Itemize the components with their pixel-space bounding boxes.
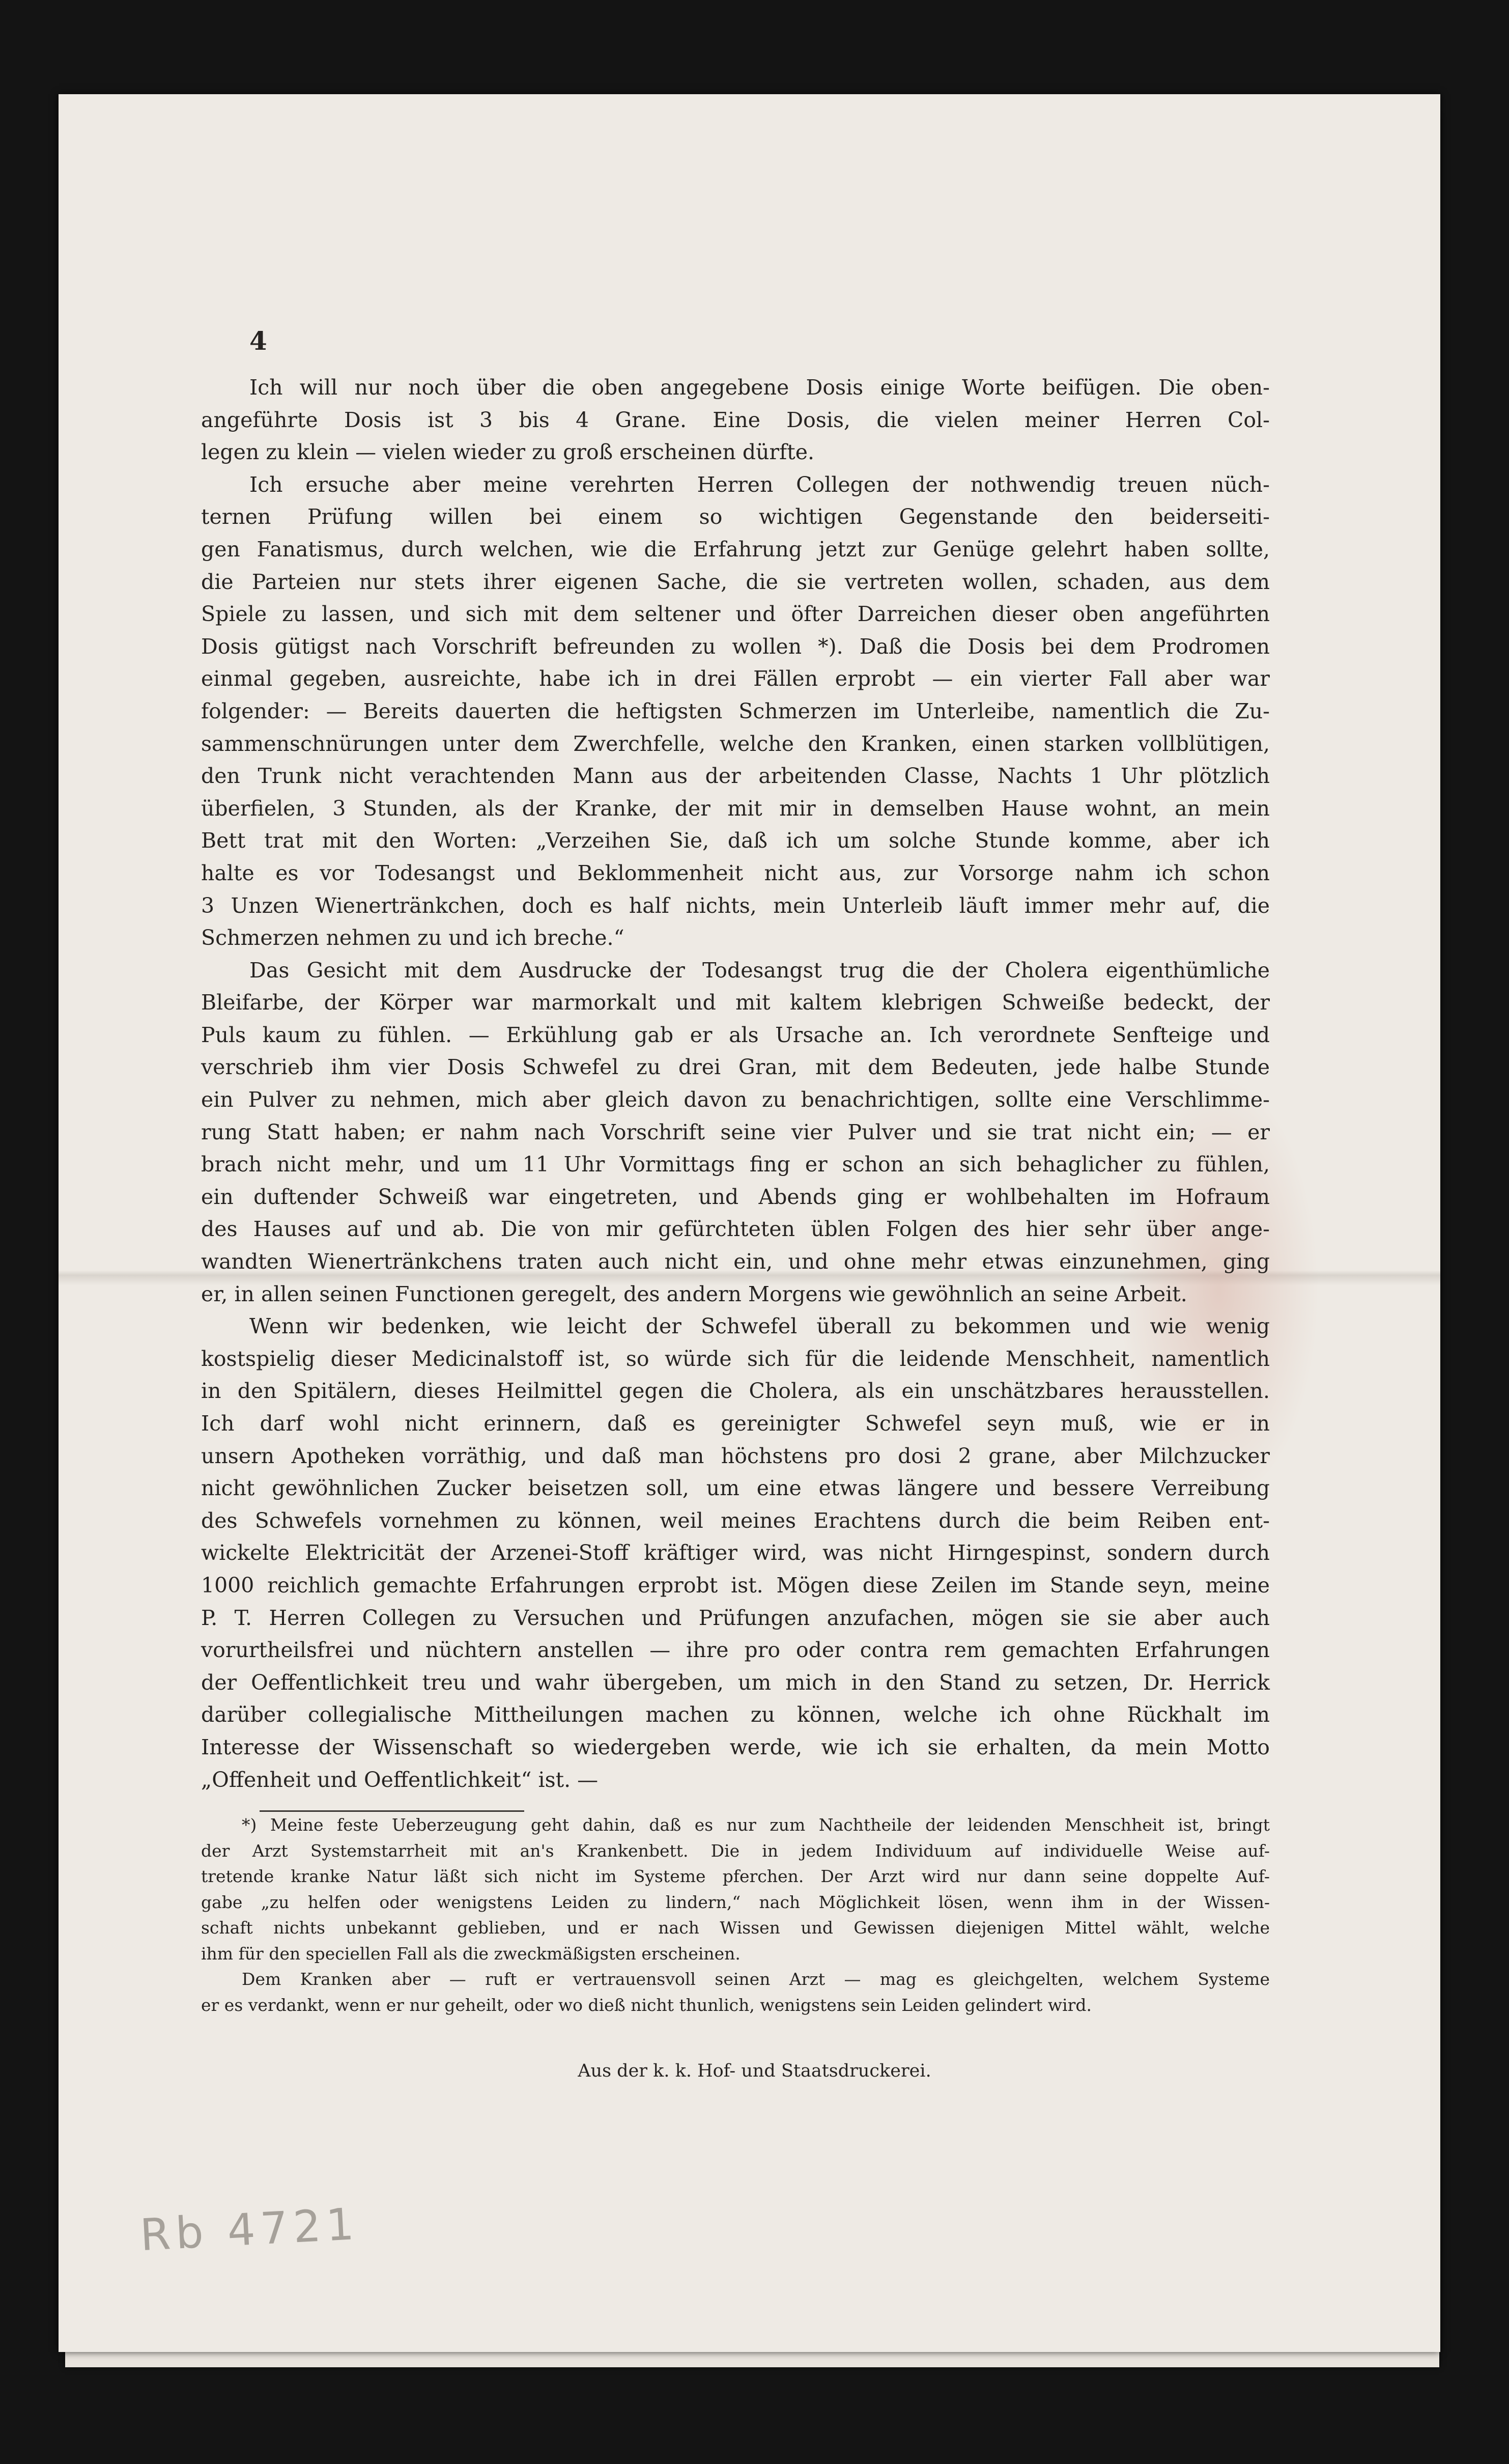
body-line: er, in allen seinen Functionen geregelt, des andern Morgens wie gewöhnlich an seine Arbeit.	[201, 1281, 1187, 1306]
footnote-line: der Arzt Systemstarrheit mit an's Krankenbett. Die in jedem Individuum auf individuelle Weise auf-	[201, 1840, 1270, 1861]
body-line: darüber collegialische Mittheilungen machen zu können, welche ich ohne Rückhalt im	[201, 1702, 1270, 1727]
body-line: verschrieb ihm vier Dosis Schwefel zu drei Gran, mit dem Bedeuten, jede halbe Stunde	[201, 1055, 1270, 1080]
body-line: vorurtheilsfrei und nüchtern anstellen — ihre pro oder contra rem gemachten Erfahrungen	[201, 1638, 1270, 1663]
body-line: angeführte Dosis ist 3 bis 4 Grane. Eine Dosis, die vielen meiner Herren Col-	[201, 407, 1270, 432]
pencil-shelfmark: Rb 4721	[138, 2198, 360, 2261]
body-line: ternen Prüfung willen bei einem so wichtigen Gegenstande den beiderseiti-	[201, 505, 1270, 529]
body-line: des Hauses auf und ab. Die von mir gefürchteten üblen Folgen des hier sehr über ange-	[201, 1217, 1270, 1242]
footnote-line: *) Meine feste Ueberzeugung geht dahin, daß es nur zum Nachtheile der leidenden Menschheit ist, bringt	[242, 1815, 1270, 1835]
footnote-rule	[260, 1810, 524, 1812]
body-line: Spiele zu lassen, und sich mit dem seltener und öfter Darreichen dieser oben angeführten	[201, 602, 1270, 627]
body-line: halte es vor Todesangst und Beklommenheit nicht aus, zur Vorsorge nahm ich schon	[201, 860, 1270, 885]
body-line: kostspielig dieser Medicinalstoff ist, so würde sich für die leidende Menschheit, namentlich	[201, 1346, 1270, 1371]
body-line: Puls kaum zu fühlen. — Erkühlung gab er als Ursache an. Ich verordnete Senfteige und	[201, 1022, 1270, 1047]
body-line: 3 Unzen Wienertränkchen, doch es half nichts, mein Unterleib läuft immer mehr auf, die	[201, 893, 1270, 918]
footnote	[201, 1812, 1270, 2018]
body-line: den Trunk nicht verachtenden Mann aus der arbeitenden Classe, Nachts 1 Uhr plötzlich	[201, 764, 1270, 789]
body-line: 1000 reichlich gemachte Erfahrungen erprobt ist. Mögen diese Zeilen im Stande seyn, meine	[201, 1573, 1270, 1598]
body-line: P. T. Herren Collegen zu Versuchen und Prüfungen anzufachen, mögen sie sie aber auch	[201, 1605, 1270, 1630]
body-line: Wenn wir bedenken, wie leicht der Schwefel überall zu bekommen und wie wenig	[249, 1314, 1270, 1339]
body-line: des Schwefels vornehmen zu können, weil meines Erachtens durch die beim Reiben ent-	[201, 1508, 1270, 1533]
body-line: ein duftender Schweiß war eingetreten, und Abends ging er wohlbehalten im Hofraum	[201, 1184, 1270, 1209]
body-line: Interesse der Wissenschaft so wiedergeben werde, wie ich sie erhalten, da mein Motto	[201, 1734, 1270, 1759]
body-line: nicht gewöhnlichen Zucker beisetzen soll, um eine etwas längere und bessere Verreibung	[201, 1476, 1270, 1501]
body-line: wandten Wienertränkchens traten auch nicht ein, und ohne mehr etwas einzunehmen, ging	[201, 1249, 1270, 1274]
body-line: Ich ersuche aber meine verehrten Herren Collegen der nothwendig treuen nüch-	[249, 472, 1270, 497]
body-line: der Oeffentlichkeit treu und wahr übergeben, um mich in den Stand zu setzen, Dr. Herrick	[201, 1670, 1270, 1695]
body-line: brach nicht mehr, und um 11 Uhr Vormittags fing er schon an sich behaglicher zu fühlen,	[201, 1152, 1270, 1177]
body-line: Bleifarbe, der Körper war marmorkalt und mit kaltem klebrigen Schweiße bedeckt, der	[201, 990, 1270, 1015]
footnote-line: tretende kranke Natur läßt sich nicht im Systeme pferchen. Der Arzt wird nur dann seine doppelte Auf-	[201, 1866, 1270, 1886]
body-line: legen zu klein — vielen wieder zu groß erscheinen dürfte.	[201, 440, 815, 465]
body-line: einmal gegeben, ausreichte, habe ich in drei Fällen erprobt — ein vierter Fall aber war	[201, 666, 1270, 691]
footnote-line: Dem Kranken aber — ruft er vertrauensvoll seinen Arzt — mag es gleichgelten, welchem Systeme	[242, 1969, 1270, 1989]
body-line: „Offenheit und Oeffentlichkeit“ ist. —	[201, 1767, 599, 1792]
printer-imprint: Aus der k. k. Hof- und Staatsdruckerei.	[578, 2061, 931, 2081]
body-line: Ich will nur noch über die oben angegebene Dosis einige Worte beifügen. Die oben-	[249, 375, 1270, 400]
body-line: in den Spitälern, dieses Heilmittel gegen die Cholera, als ein unschätzbares herausstellen.	[201, 1379, 1270, 1404]
footnote-line: er es verdankt, wenn er nur geheilt, oder wo dieß nicht thunlich, wenigstens sein Leiden gelindert wird.	[201, 1995, 1092, 2015]
body-line: die Parteien nur stets ihrer eigenen Sache, die sie vertreten wollen, schaden, aus dem	[201, 569, 1270, 594]
page-number: 4	[249, 326, 267, 356]
body-line: gen Fanatismus, durch welchen, wie die Erfahrung jetzt zur Genüge gelehrt haben sollte,	[201, 537, 1270, 562]
body-line: Bett trat mit den Worten: „Verzeihen Sie, daß ich um solche Stunde komme, aber ich	[201, 828, 1270, 853]
body-line: unsern Apotheken vorräthig, und daß man höchstens pro dosi 2 grane, aber Milchzucker	[201, 1443, 1270, 1468]
body-line: ein Pulver zu nehmen, mich aber gleich davon zu benachrichtigen, sollte eine Verschlimme-	[201, 1087, 1270, 1112]
body-text	[201, 372, 1270, 1796]
footnote-line: gabe „zu helfen oder wenigstens Leiden zu lindern,“ nach Möglichkeit lösen, wenn ihm in der Wissen-	[201, 1892, 1270, 1912]
body-line: folgender: — Bereits dauerten die heftigsten Schmerzen im Unterleibe, namentlich die Zu-	[201, 698, 1270, 723]
footnote-line: schaft nichts unbekannt geblieben, und er nach Wissen und Gewissen diejenigen Mittel wählt, welche	[201, 1918, 1270, 1938]
body-line: wickelte Elektricität der Arzenei-Stoff kräftiger wird, was nicht Hirngespinst, sondern durch	[201, 1541, 1270, 1565]
body-line: überfielen, 3 Stunden, als der Kranke, der mit mir in demselben Hause wohnt, an mein	[201, 796, 1270, 821]
footnote-line: ihm für den speciellen Fall als die zweckmäßigsten erscheinen.	[201, 1943, 741, 1964]
body-line: Das Gesicht mit dem Ausdrucke der Todesangst trug die der Cholera eigenthümliche	[249, 958, 1270, 983]
body-line: sammenschnürungen unter dem Zwerchfelle, welche den Kranken, einen starken vollblütigen,	[201, 731, 1270, 756]
body-line: Ich darf wohl nicht erinnern, daß es gereinigter Schwefel seyn muß, wie er in	[201, 1411, 1270, 1436]
body-line: Schmerzen nehmen zu und ich breche.“	[201, 926, 624, 950]
body-line: rung Statt haben; er nahm nach Vorschrift seine vier Pulver und sie trat nicht ein; — er	[201, 1119, 1270, 1144]
body-line: Dosis gütigst nach Vorschrift befreunden zu wollen *). Daß die Dosis bei dem Prodromen	[201, 634, 1270, 659]
